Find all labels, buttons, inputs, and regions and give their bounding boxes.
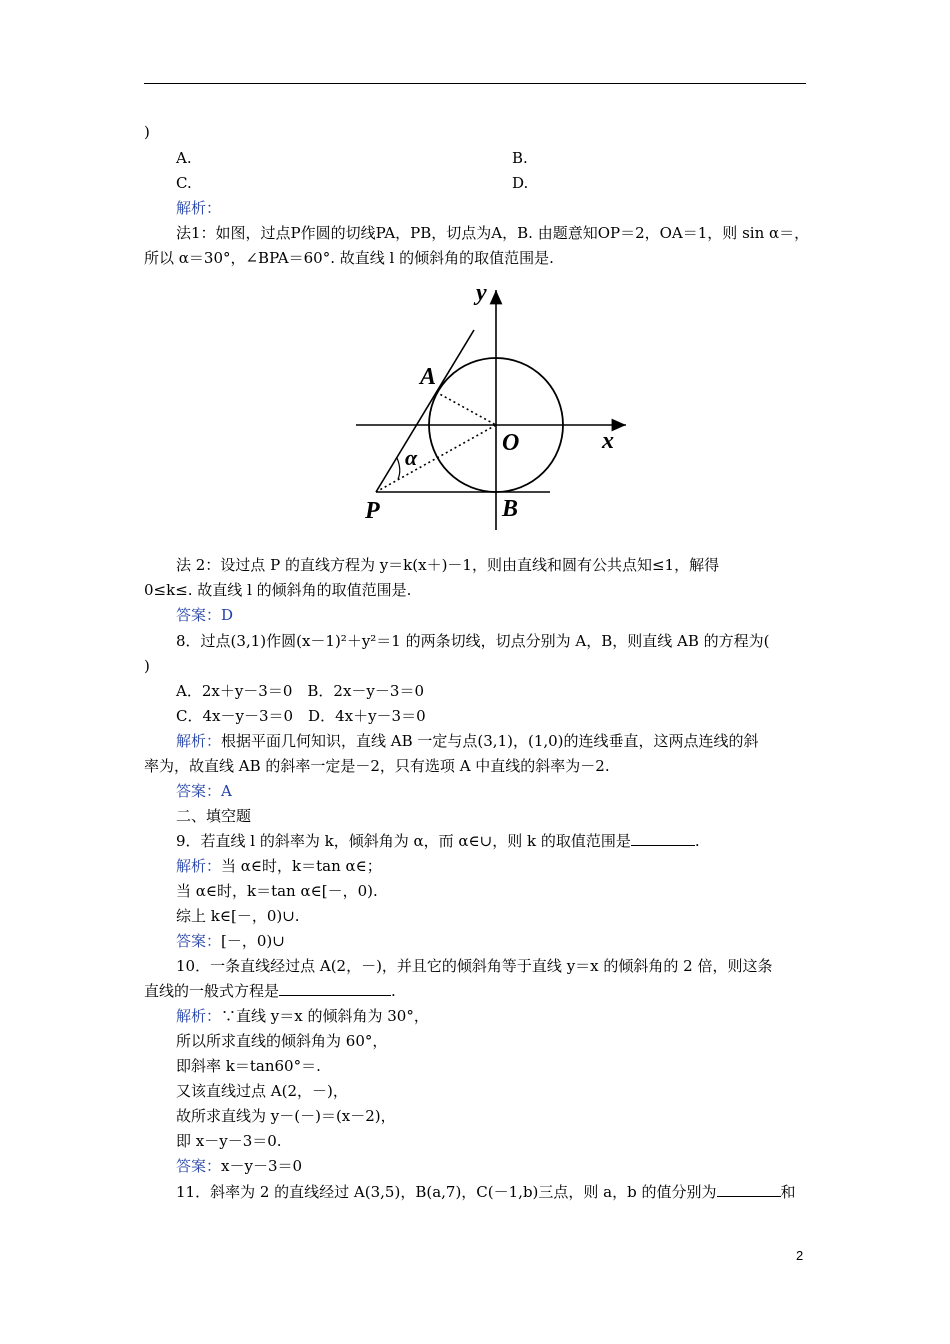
- label-o: O: [502, 430, 520, 456]
- option-d-7: D.: [512, 174, 529, 192]
- analysis-9-line2: 当 α∈时，k＝tan α∈[－，0).: [176, 882, 378, 900]
- question-10-line1: 10．一条直线经过点 A(2，－)，并且它的倾斜角等于直线 y＝x 的倾斜角的 2 倍，则这条: [176, 957, 773, 975]
- method1-line1: 法1：如图，过点P作圆的切线PA，PB，切点为A，B. 由题意知OP＝2，OA＝1，则 sin α＝，: [176, 224, 810, 242]
- label-alpha: α: [405, 445, 418, 470]
- analysis-9-line1: 解析：当 α∈时，k＝tan α∈；: [176, 857, 382, 875]
- method1-line2: 所以 α＝30°，∠BPA＝60°. 故直线 l 的倾斜角的取值范围是.: [144, 249, 554, 267]
- angle-arc: [397, 458, 400, 479]
- dotted-op: [376, 425, 496, 492]
- page-number: 2: [796, 1248, 804, 1263]
- tangent-circle-figure: [350, 278, 640, 540]
- option-a-7: A.: [176, 149, 192, 167]
- analysis-10-line4: 又该直线过点 A(2，－)，: [176, 1082, 348, 1100]
- answer-blank-11: [717, 1182, 781, 1197]
- answer-blank-10: [279, 981, 391, 996]
- analysis-8-line1: 解析：根据平面几何知识，直线 AB 一定与点(3,1)，(1,0)的连线垂直，这两点连线的斜: [176, 732, 759, 750]
- question-8-options-cd: C．4x－y－3＝0 D．4x＋y－3＝0: [176, 707, 426, 725]
- method2-line1: 法 2：设过点 P 的直线方程为 y＝k(x＋)－1，则由直线和圆有公共点知≤1，解得: [176, 556, 720, 574]
- header-rule: [144, 83, 806, 84]
- label-p: P: [365, 498, 380, 524]
- analysis-10-line1: 解析：∵直线 y＝x 的倾斜角为 30°，: [176, 1007, 429, 1025]
- analysis-8-line2: 率为，故直线 AB 的斜率一定是－2，只有选项 A 中直线的斜率为－2.: [144, 757, 610, 775]
- option-b-7: B.: [512, 149, 528, 167]
- answer-9: 答案：[－，0)∪: [176, 932, 285, 950]
- analysis-10-line5: 故所求直线为 y－(－)＝(x－2)，: [176, 1107, 396, 1125]
- analysis-label-7: 解析：: [176, 199, 222, 217]
- question-11: 11．斜率为 2 的直线经过 A(3,5)，B(a,7)，C(－1,b)三点，则 a，b 的值分别为 和: [176, 1183, 796, 1201]
- answer-7: 答案：D: [176, 606, 234, 624]
- option-c-7: C.: [176, 174, 192, 192]
- analysis-10-line3: 即斜率 k＝tan60°＝.: [176, 1057, 321, 1075]
- analysis-9-line3: 综上 k∈[－，0)∪.: [176, 907, 300, 925]
- label-y: y: [476, 280, 487, 306]
- dotted-oa: [436, 392, 496, 425]
- answer-blank-9: [631, 831, 695, 846]
- label-a: A: [420, 364, 437, 390]
- label-x: x: [602, 428, 614, 454]
- method2-line2: 0≤k≤. 故直线 l 的倾斜角的取值范围是.: [144, 581, 412, 599]
- answer-10: 答案：x－y－3＝0: [176, 1157, 303, 1175]
- tangent-line-pa: [376, 330, 474, 492]
- question-8-line1: 8．过点(3,1)作圆(x－1)²＋y²＝1 的两条切线，切点分别为 A，B，则直线 AB 的方程为(: [176, 632, 770, 650]
- answer-8: 答案：A: [176, 782, 232, 800]
- question-8-options-ab: A．2x＋y－3＝0 B．2x－y－3＝0: [176, 682, 424, 700]
- question-9: 9．若直线 l 的斜率为 k，倾斜角为 α，而 α∈∪，则 k 的取值范围是 .: [176, 832, 700, 850]
- question-10-line2: 直线的一般式方程是 .: [144, 982, 396, 1000]
- question-8-line2: ): [144, 657, 150, 675]
- line-option-close-paren-7: ): [144, 123, 150, 141]
- section-heading-fill-in: 二、填空题: [176, 807, 252, 825]
- analysis-10-line6: 即 x－y－3＝0.: [176, 1132, 282, 1150]
- label-b: B: [502, 496, 519, 522]
- analysis-10-line2: 所以所求直线的倾斜角为 60°，: [176, 1032, 388, 1050]
